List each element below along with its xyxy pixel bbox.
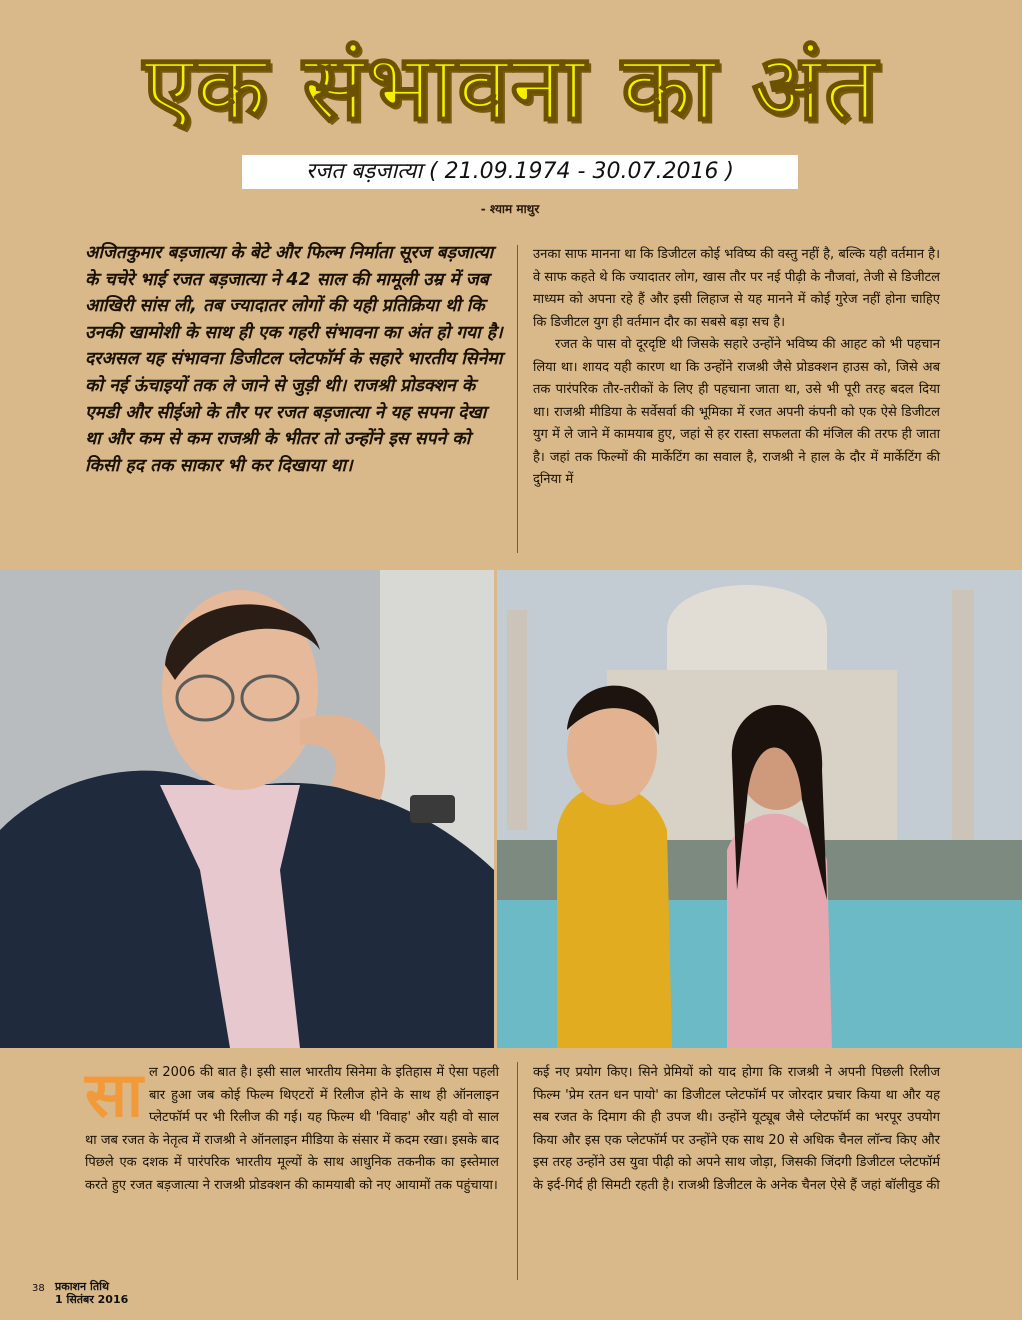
top-right-paragraph-2: रजत के पास वो दूरदृष्टि थी जिसके सहारे उन्होंने भविष्य की आहट को भी पहचान लिया था। शायद यही कारण था कि उन्होंने राजश्री जैसे प्रोडक्शन हाउस को, जिसे अब तक पारंपरिक तौर-तरीकों के लिए ही पहचाना जाता था, उसे भी पूरी तरह बदल दिया था। राजश्री मीडिया के सर्वेसर्वा की भूमिका में रजत अपनी कंपनी को एक ऐसे डिजीटल युग में ले जाने में कामयाब हुए, जहां से हर रास्ता सफलता की मंजिल की तरफ ही जाता है। जहां तक फिल्मों की मार्केटिंग का सवाल है, राजश्री ने हाल के दौर में मार्केटिंग की दुनिया में [533,337,940,487]
intro-paragraph: अजितकुमार बड़जात्या के बेटे और फिल्म निर्माता सूरज बड़जात्या के चचेरे भाई रजत बड़जात्या ने 42 साल की मामूली उम्र में जब आखिरी सांस ली, तब ज्यादातर लोगों की यही प्रतिक्रिया थी कि उनकी खामोशी के साथ ही एक गहरी संभावना का अंत हो गया है। दरअसल यह संभावना डिजीटल प्लेटफॉर्म के सहारे भारतीय सिनेमा को नई ऊंचाइयों तक ले जाने से जुड़ी थी। राजश्री प्रोडक्शन के एमडी और सीईओ के तौर पर रजत बड़जात्या ने यह सपना देखा था और कम से कम राजश्री के भीतर तो उन्होंने इस सपने को किसी हद तक साकार भी कर दिखाया था। [85,243,503,476]
portrait-photo [0,570,494,1048]
page-number: 38 [32,1283,45,1294]
taj-mahal-illustration [497,570,1022,1048]
column-divider-top [517,245,518,553]
bottom-left-paragraph: ल 2006 की बात है। इसी साल भारतीय सिनेमा के इतिहास में ऐसा पहली बार हुआ जब कोई फिल्म थिएटरों में रिलीज होने के साथ ही ऑनलाइन प्लेटफॉर्म पर भी रिलीज की गई। यह फिल्म थी 'विवाह' और यही वो साल था जब रजत के नेतृत्व में राजश्री ने ऑनलाइन मीडिया के संसार में कदम रखा। इसके बाद पिछले एक दशक में पारंपरिक भारतीय मूल्यों के साथ आधुनिक तकनीक का इस्तेमाल करते हुए रजत बड़जात्या ने राजश्री प्रोडक्शन की कामयाबी को नए आयामों तक पहुंचाया। [85,1065,499,1193]
top-right-paragraph-1: उनका साफ मानना था कि डिजीटल कोई भविष्य की वस्तु नहीं है, बल्कि यही वर्तमान है। वे साफ कहते थे कि ज्यादातर लोग, खास तौर पर नई पीढ़ी के नौजवां, तेजी से डिजीटल माध्यम को अपना रहे हैं और इसी लिहाज से यह मानने में कोई गुरेज नहीं होना चाहिए कि डिजीटल युग ही वर्तमान दौर का सबसे बड़ा सच है। [533,247,940,330]
bottom-right-column [533,1062,940,1197]
taj-mahal-photo [497,570,1022,1048]
subtitle-bar: रजत बड़जात्या ( 21.09.1974 - 30.07.2016 ) [242,155,798,189]
publication-date: 1 सितंबर 2016 [55,1293,129,1306]
byline: - श्याम माथुर [480,202,540,216]
column-divider-bottom [517,1062,518,1280]
drop-cap: सा [85,1058,143,1131]
article-title: एक संभावना का अंत [143,34,879,141]
top-right-column [533,244,940,492]
bottom-right-paragraph: कई नए प्रयोग किए। सिने प्रेमियों को याद होगा कि राजश्री ने अपनी पिछली रिलीज फिल्म 'प्रेम रतन धन पायो' का डिजीटल प्लेटफॉर्म पर जोरदार प्रचार किया था और यह सब रजत के दिमाग की ही उपज थी। उन्होंने यूट्यूब जैसे प्लेटफॉर्म का भरपूर उपयोग किया और इस एक प्लेटफॉर्म पर उन्होंने एक साथ 20 से अधिक चैनल लॉन्च किए और इस तरह उन्होंने उस युवा पीढ़ी को अपने साथ जोड़ा, जिसकी जिंदगी डिजीटल प्लेटफॉर्म के इर्द-गिर्द ही सिमटी रहती है। राजश्री डिजीटल के अनेक चैनल ऐसे हैं जहां बॉलीवुड की [533,1065,940,1193]
photo-strip [0,570,1022,1050]
publication-label: प्रकाशन तिथि [55,1280,109,1293]
bottom-left-column [85,1058,499,1197]
page-footer [32,1280,129,1306]
portrait-illustration [0,570,494,1048]
